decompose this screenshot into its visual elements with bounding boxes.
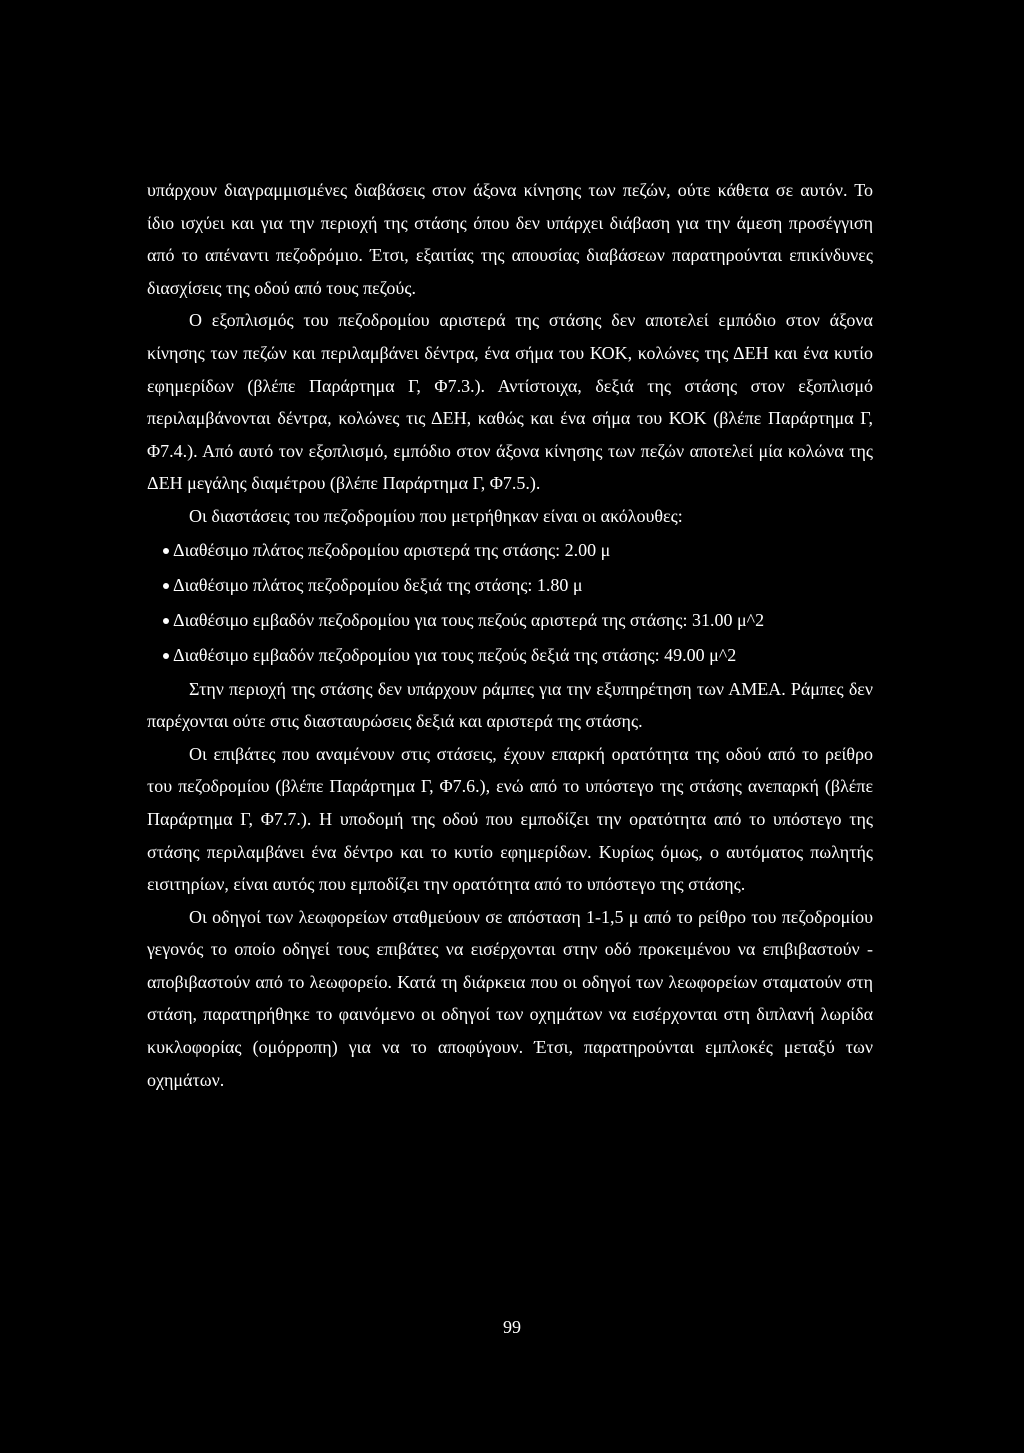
paragraph-dimensions-intro: Οι διαστάσεις του πεζοδρομίου που μετρήθηκαν είναι οι ακόλουθες: — [189, 505, 683, 526]
list-item-text: Διαθέσιμο εμβαδόν πεζοδρομίου για τους πεζούς αριστερά της στάσης: 31.00 μ^2 — [173, 609, 765, 630]
list-item — [147, 638, 873, 673]
bullet-icon — [163, 618, 169, 624]
page-body — [147, 174, 873, 1096]
paragraph-crossings: υπάρχουν διαγραμμισμένες διαβάσεις στον άξονα κίνησης των πεζών, ούτε κάθετα σε αυτόν. Το ίδιο ισχύει και για την περιοχή της στάσης όπου δεν υπάρχει διάβαση για την άμεση προσέγγιση από το απέναντι πεζοδρόμιο. Έτσι, εξαιτίας της απουσίας διαβάσεων παρατηρούνται επικίνδυνες διασχίσεις της οδού από τους πεζούς. — [147, 180, 873, 298]
list-item-text: Διαθέσιμο πλάτος πεζοδρομίου δεξιά της στάσης: 1.80 μ — [173, 574, 583, 595]
list-item — [147, 533, 873, 568]
list-item — [147, 603, 873, 638]
paragraph-equipment: Ο εξοπλισμός του πεζοδρομίου αριστερά της στάσης δεν αποτελεί εμπόδιο στον άξονα κίνησης των πεζών και περιλαμβάνει δέντρα, ένα σήμα του ΚΟΚ, κολώνες της ΔΕΗ και ένα κυτίο εφημερίδων (βλέπε Παράρτημα Γ, Φ7.3.). Αντίστοιχα, δεξιά της στάσης στον εξοπλισμό περιλαμβάνονται δέντρα, κολώνες τις ΔΕΗ, καθώς και ένα σήμα του ΚΟΚ (βλέπε Παράρτημα Γ, Φ7.4.). Από αυτό τον εξοπλισμό, εμπόδιο στον άξονα κίνησης των πεζών αποτελεί μία κολώνα της ΔΕΗ μεγάλης διαμέτρου (βλέπε Παράρτημα Γ, Φ7.5.). — [147, 310, 873, 494]
list-item — [147, 568, 873, 603]
list-item-text: Διαθέσιμο εμβαδόν πεζοδρομίου για τους πεζούς δεξιά της στάσης: 49.00 μ^2 — [173, 644, 737, 665]
bullet-icon — [163, 653, 169, 659]
bullet-icon — [163, 548, 169, 554]
bullet-icon — [163, 583, 169, 589]
page-number: 99 — [503, 1317, 521, 1337]
list-item-text: Διαθέσιμο πλάτος πεζοδρομίου αριστερά της στάσης: 2.00 μ — [173, 539, 611, 560]
paragraph-bus-drivers: Οι οδηγοί των λεωφορείων σταθμεύουν σε απόσταση 1-1,5 μ από το ρείθρο του πεζοδρομίου γεγονός το οποίο οδηγεί τους επιβάτες να εισέρχονται στην οδό προκειμένου να επιβιβαστούν - αποβιβαστούν από το λεωφορείο. Κατά τη διάρκεια που οι οδηγοί των λεωφορείων σταματούν στη στάση, παρατηρήθηκε το φαινόμενο οι οδηγοί των οχημάτων να εισέρχονται στη διπλανή λωρίδα κυκλοφορίας (ομόρροπη) για να το αποφύγουν. Έτσι, παρατηρούνται εμπλοκές μεταξύ των οχημάτων. — [147, 906, 873, 1090]
dimensions-list — [147, 533, 873, 673]
paragraph-visibility: Οι επιβάτες που αναμένουν στις στάσεις, έχουν επαρκή ορατότητα της οδού από το ρείθρο του πεζοδρομίου (βλέπε Παράρτημα Γ, Φ7.6.), ενώ από το υπόστεγο της στάσης ανεπαρκή (βλέπε Παράρτημα Γ, Φ7.7.). Η υποδομή της οδού που εμποδίζει την ορατότητα από το υπόστεγο της στάσης περιλαμβάνει ένα δέντρο και το κυτίο εφημερίδων. Κυρίως όμως, ο αυτόματος πωλητής εισιτηρίων, είναι αυτός που εμποδίζει την ορατότητα από το υπόστεγο της στάσης. — [147, 743, 873, 895]
paragraph-ramps: Στην περιοχή της στάσης δεν υπάρχουν ράμπες για την εξυπηρέτηση των ΑΜΕΑ. Ράμπες δεν παρέχονται ούτε στις διασταυρώσεις δεξιά και αριστερά της στάσης. — [147, 678, 873, 732]
